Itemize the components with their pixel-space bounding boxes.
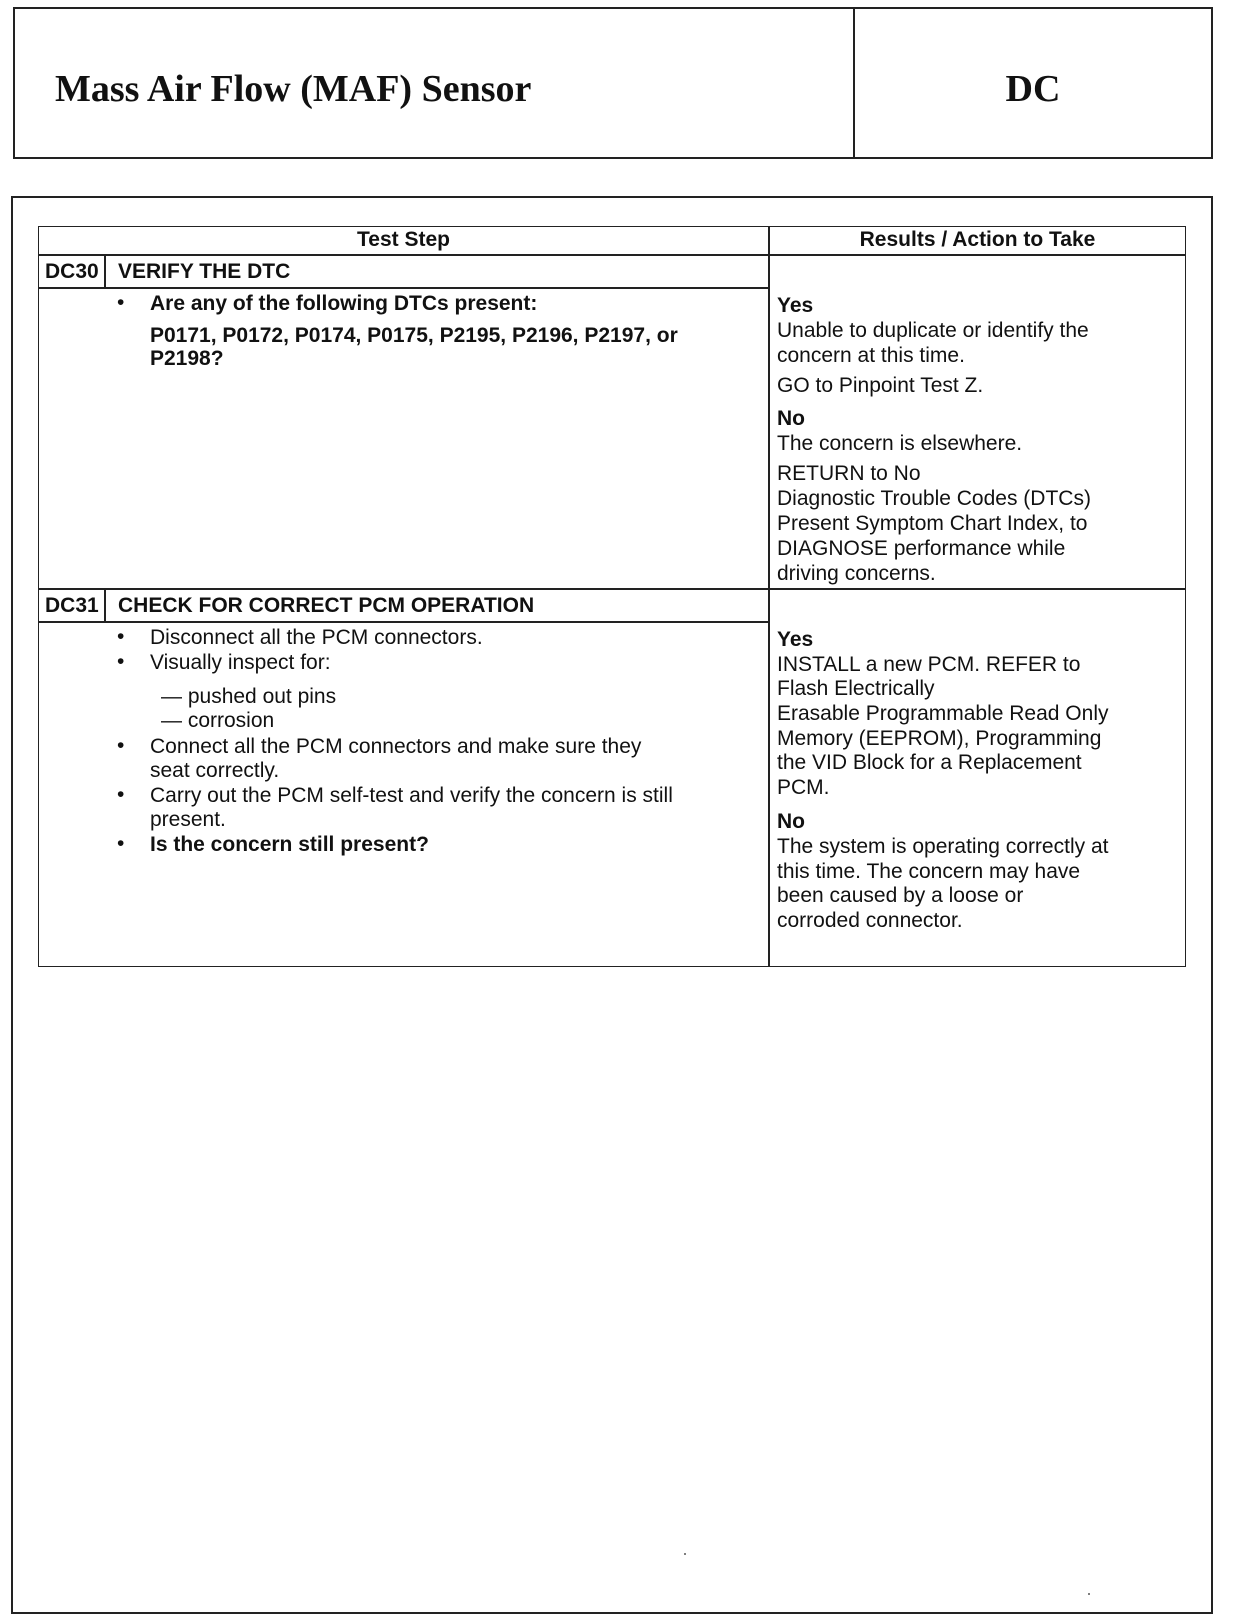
bullet-icon: • [117, 650, 125, 673]
yes-action: the VID Block for a Replacement [777, 751, 1082, 774]
step-instruction: seat correctly. [150, 759, 280, 782]
dc31-row-divider [39, 588, 1185, 590]
section-code: DC [1005, 68, 1061, 110]
scan-speck [1088, 1593, 1090, 1595]
yes-action: GO to Pinpoint Test Z. [777, 374, 984, 397]
bullet-icon: • [117, 832, 125, 855]
yes-action: Flash Electrically [777, 677, 935, 700]
yes-action: Erasable Programmable Read Only [777, 702, 1109, 725]
page-title: Mass Air Flow (MAF) Sensor [55, 68, 532, 110]
step-instruction: Carry out the PCM self-test and verify the concern is still [150, 784, 673, 807]
yes-action: Memory (EEPROM), Programming [777, 727, 1102, 750]
page-header [13, 7, 1213, 159]
no-action: DIAGNOSE performance while [777, 537, 1066, 560]
dc30-id-divider [104, 254, 106, 287]
step-instruction: Disconnect all the PCM connectors. [150, 626, 483, 649]
no-action: Diagnostic Trouble Codes (DTCs) [777, 487, 1091, 510]
column-header-results: Results / Action to Take [859, 228, 1096, 251]
no-action: Present Symptom Chart Index, to [777, 512, 1088, 535]
bullet-icon: • [117, 734, 125, 757]
no-action: RETURN to No [777, 462, 921, 485]
no-result-text: corroded connector. [777, 909, 963, 932]
dc31-title-divider [39, 621, 768, 623]
test-step-table [38, 226, 1186, 967]
no-result-text: been caused by a loose or [777, 884, 1024, 907]
step-question-codes-end: P2198? [150, 347, 224, 370]
step-id: DC30 [45, 260, 99, 283]
column-divider [768, 227, 770, 966]
dc30-title-divider [39, 287, 768, 289]
bullet-icon: • [117, 291, 125, 314]
yes-result-text: Unable to duplicate or identify the [777, 319, 1089, 342]
step-question-codes: P0171, P0172, P0174, P0175, P2195, P2196, P2197, or [150, 324, 678, 347]
step-question: Is the concern still present? [150, 833, 429, 856]
step-title: CHECK FOR CORRECT PCM OPERATION [118, 594, 535, 617]
step-instruction: Visually inspect for: [150, 651, 331, 674]
no-label: No [777, 407, 805, 430]
no-result-text: The concern is elsewhere. [777, 432, 1023, 455]
no-result-text: The system is operating correctly at [777, 835, 1109, 858]
yes-label: Yes [777, 294, 814, 317]
step-title: VERIFY THE DTC [118, 260, 291, 283]
step-instruction: Connect all the PCM connectors and make sure they [150, 735, 642, 758]
inspection-item: — pushed out pins [161, 685, 337, 708]
yes-result-text: concern at this time. [777, 344, 965, 367]
bullet-icon: • [117, 783, 125, 806]
header-row-divider [39, 254, 1185, 256]
column-header-test-step: Test Step [357, 228, 450, 251]
content-frame-bottom [11, 1612, 1213, 1614]
no-action: driving concerns. [777, 562, 936, 585]
inspection-item: — corrosion [161, 709, 275, 732]
dc31-id-divider [104, 588, 106, 621]
scan-speck [684, 1553, 686, 1555]
no-result-text: this time. The concern may have [777, 860, 1081, 883]
bullet-icon: • [117, 625, 125, 648]
yes-action: INSTALL a new PCM. REFER to [777, 653, 1081, 676]
step-instruction: present. [150, 808, 226, 831]
step-question: Are any of the following DTCs present: [150, 292, 538, 315]
step-id: DC31 [45, 594, 99, 617]
no-label: No [777, 810, 805, 833]
yes-label: Yes [777, 628, 814, 651]
yes-action: PCM. [777, 776, 830, 799]
